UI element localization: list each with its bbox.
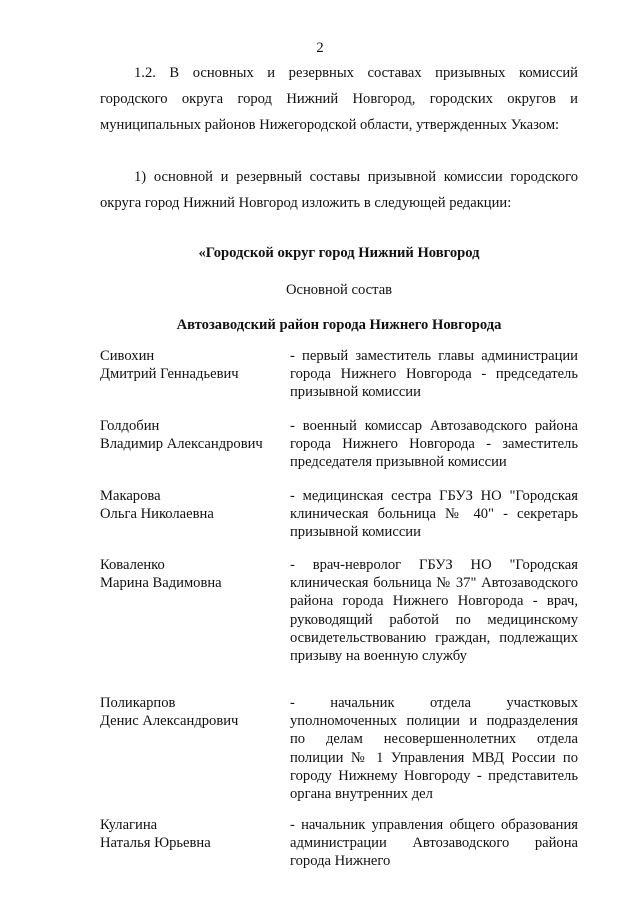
member-given-name: Наталья Юрьевна	[100, 835, 211, 851]
member-surname: Сивохин	[100, 348, 155, 364]
member-name	[100, 487, 285, 523]
member-given-name: Ольга Николаевна	[100, 506, 214, 522]
page-number: 2	[316, 40, 324, 56]
paragraph-amendment-item-1	[100, 164, 578, 216]
member-surname: Кулагина	[100, 817, 158, 833]
member-name	[100, 816, 285, 852]
paragraph-amendment-intro	[100, 60, 578, 138]
member-name	[100, 694, 285, 730]
member-name	[100, 556, 285, 592]
member-role: - начальник отдела участковых уполномоченных полиции и подразделения по делам несовершеннолетних отдела полиции № 1 Управления МВД России по городу Нижнему Новгороду - представитель органа внутренних дел	[290, 695, 578, 803]
subdistrict-heading: Автозаводский район города Нижнего Новгорода	[176, 317, 502, 333]
member-role: - военный комиссар Автозаводского района города Нижнего Новгорода - заместитель председателя призывной комиссии	[290, 418, 578, 471]
member-role: - медицинская сестра ГБУЗ НО "Городская клиническая больница № 40" - секретарь призывной комиссии	[290, 488, 578, 541]
paragraph-text: 1.2. В основных и резервных составах призывных комиссий городского округа город Нижний Новгород, городских округов и муниципальных районов Нижегородской области, утвержденных Указом:	[100, 65, 578, 133]
member-surname: Поликарпов	[100, 695, 176, 711]
member-surname: Макарова	[100, 488, 161, 504]
member-role: - врач-невролог ГБУЗ НО "Городская клиническая больница № 37" Автозаводского района города Нижнего Новгорода - врач, руководящий работой по медицинскому освидетельствованию граждан, подлежащих призыву на военную службу	[290, 557, 578, 665]
member-surname: Голдобин	[100, 418, 160, 434]
member-given-name: Денис Александрович	[100, 713, 239, 729]
composition-heading: Основной состав	[285, 282, 393, 298]
member-role: - первый заместитель главы администрации города Нижнего Новгорода - председатель призывной комиссии	[290, 348, 578, 401]
member-given-name: Владимир Александрович	[100, 436, 263, 452]
member-given-name: Дмитрий Геннадьевич	[100, 366, 239, 382]
member-surname: Коваленко	[100, 557, 165, 573]
member-name	[100, 417, 285, 453]
district-heading: «Городской округ город Нижний Новгород	[198, 245, 480, 261]
member-given-name: Марина Вадимовна	[100, 575, 222, 591]
paragraph-text: 1) основной и резервный составы призывной комиссии городского округа город Нижний Новгород изложить в следующей редакции:	[100, 169, 578, 211]
member-name	[100, 347, 285, 383]
member-role: - начальник управления общего образования администрации Автозаводского района города Нижнего	[290, 817, 578, 870]
